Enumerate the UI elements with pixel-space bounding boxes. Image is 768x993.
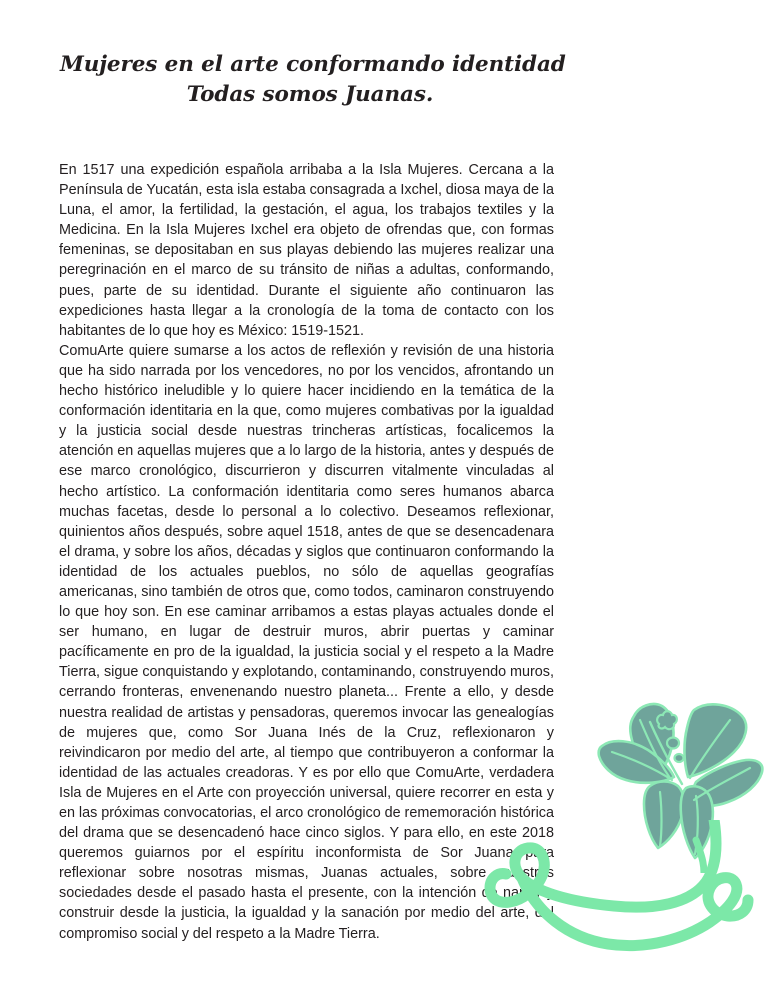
- title-line-2: Todas somos Juanas.: [186, 82, 434, 107]
- lily-flower-icon: [590, 688, 768, 873]
- paragraph-1: En 1517 una expedición española arribaba a la Isla Mujeres. Cercana a la Península de Yucatán, esta isla estaba consagrada a Ixchel, diosa maya de la Luna, el amor, la fertilidad, la gestación, el agua, los trabajos textiles y la Medicina. En la Isla Mujeres Ixchel era objeto de ofrendas que, con formas femeninas, se depositaban en sus playas debiendo las mujeres realizar una peregrinación en el marco de su tránsito de niñas a adultas, conformando, pues, parte de su identidad. Durante el siguiente año continuaron las expediciones hasta llegar a la cronología de la toma de contacto con los habitantes de lo que hoy es México: 1519-1521.: [59, 162, 554, 339]
- title-line-1: Mujeres en el arte conformando identidad: [60, 52, 566, 77]
- paragraph-2: ComuArte quiere sumarse a los actos de reflexión y revisión de una historia que ha sido narrada por los vencedores, no por los vencidos, afrontando un hecho histórico ineludible y lo quiere hacer incidiendo en la temática de la conformación identitaria en la que, como mujeres combativas por la igualdad y la justicia social desde nuestras trincheras artísticas, focalicemos la atención en aquellas mujeres que a lo largo de la historia, antes y después de ese marco cronológico, discurrieron y discurren vitalmente vinculadas al hecho artístico. La conformación identitaria como seres humanos abarca muchas facetas, desde lo personal a lo colectivo. Deseamos reflexionar, quinientos años después, sobre aquel 1518, antes de que se desencadenara el drama, y sobre los años, décadas y siglos que continuaron conformando la identidad de los actuales pueblos, no sólo de aquellas geografías americanas, sino también de otros que, como todos, caminaron construyendo lo que hoy son. En ese caminar arribamos a estas playas actuales donde el ser humano, en lugar de destruir muros, abrir puertas y caminar pacíficamente en pro de la igualdad, la justicia social y el respeto a la Madre Tierra, sigue conquistando y explotando, contaminando, construyendo muros, cerrando fronteras, envenenando nuestro planeta... Frente a ello, y desde nuestra realidad de artistas y pensadoras, queremos invocar las genealogías de mujeres que, como Sor Juana Inés de la Cruz, reflexionaron y reivindicaron por medio del arte, al tiempo que contribuyeron a conformar la identidad de las actuales creadoras. Y es por ello que ComuArte, verdadera Isla de Mujeres en el Arte con proyección universal, quiere recorrer en esta y en las próximas convocatorias, el arco cronológico de rememoración histórica del drama que se desencadenó hace cinco siglos. Y para ello, en este 2018 queremos guiarnos por el espíritu inconformista de Sor Juana para reflexionar sobre nosotras mismas, Juanas actuales, sobre nuestras sociedades desde el pasado hasta el presente, con la intención de narrar y construir desde la justicia, la igualdad y la sanación por medio del arte, del compromiso social y del respeto a la Madre Tierra.: [59, 342, 554, 942]
- page-title: [60, 50, 566, 110]
- document-body: [59, 160, 554, 944]
